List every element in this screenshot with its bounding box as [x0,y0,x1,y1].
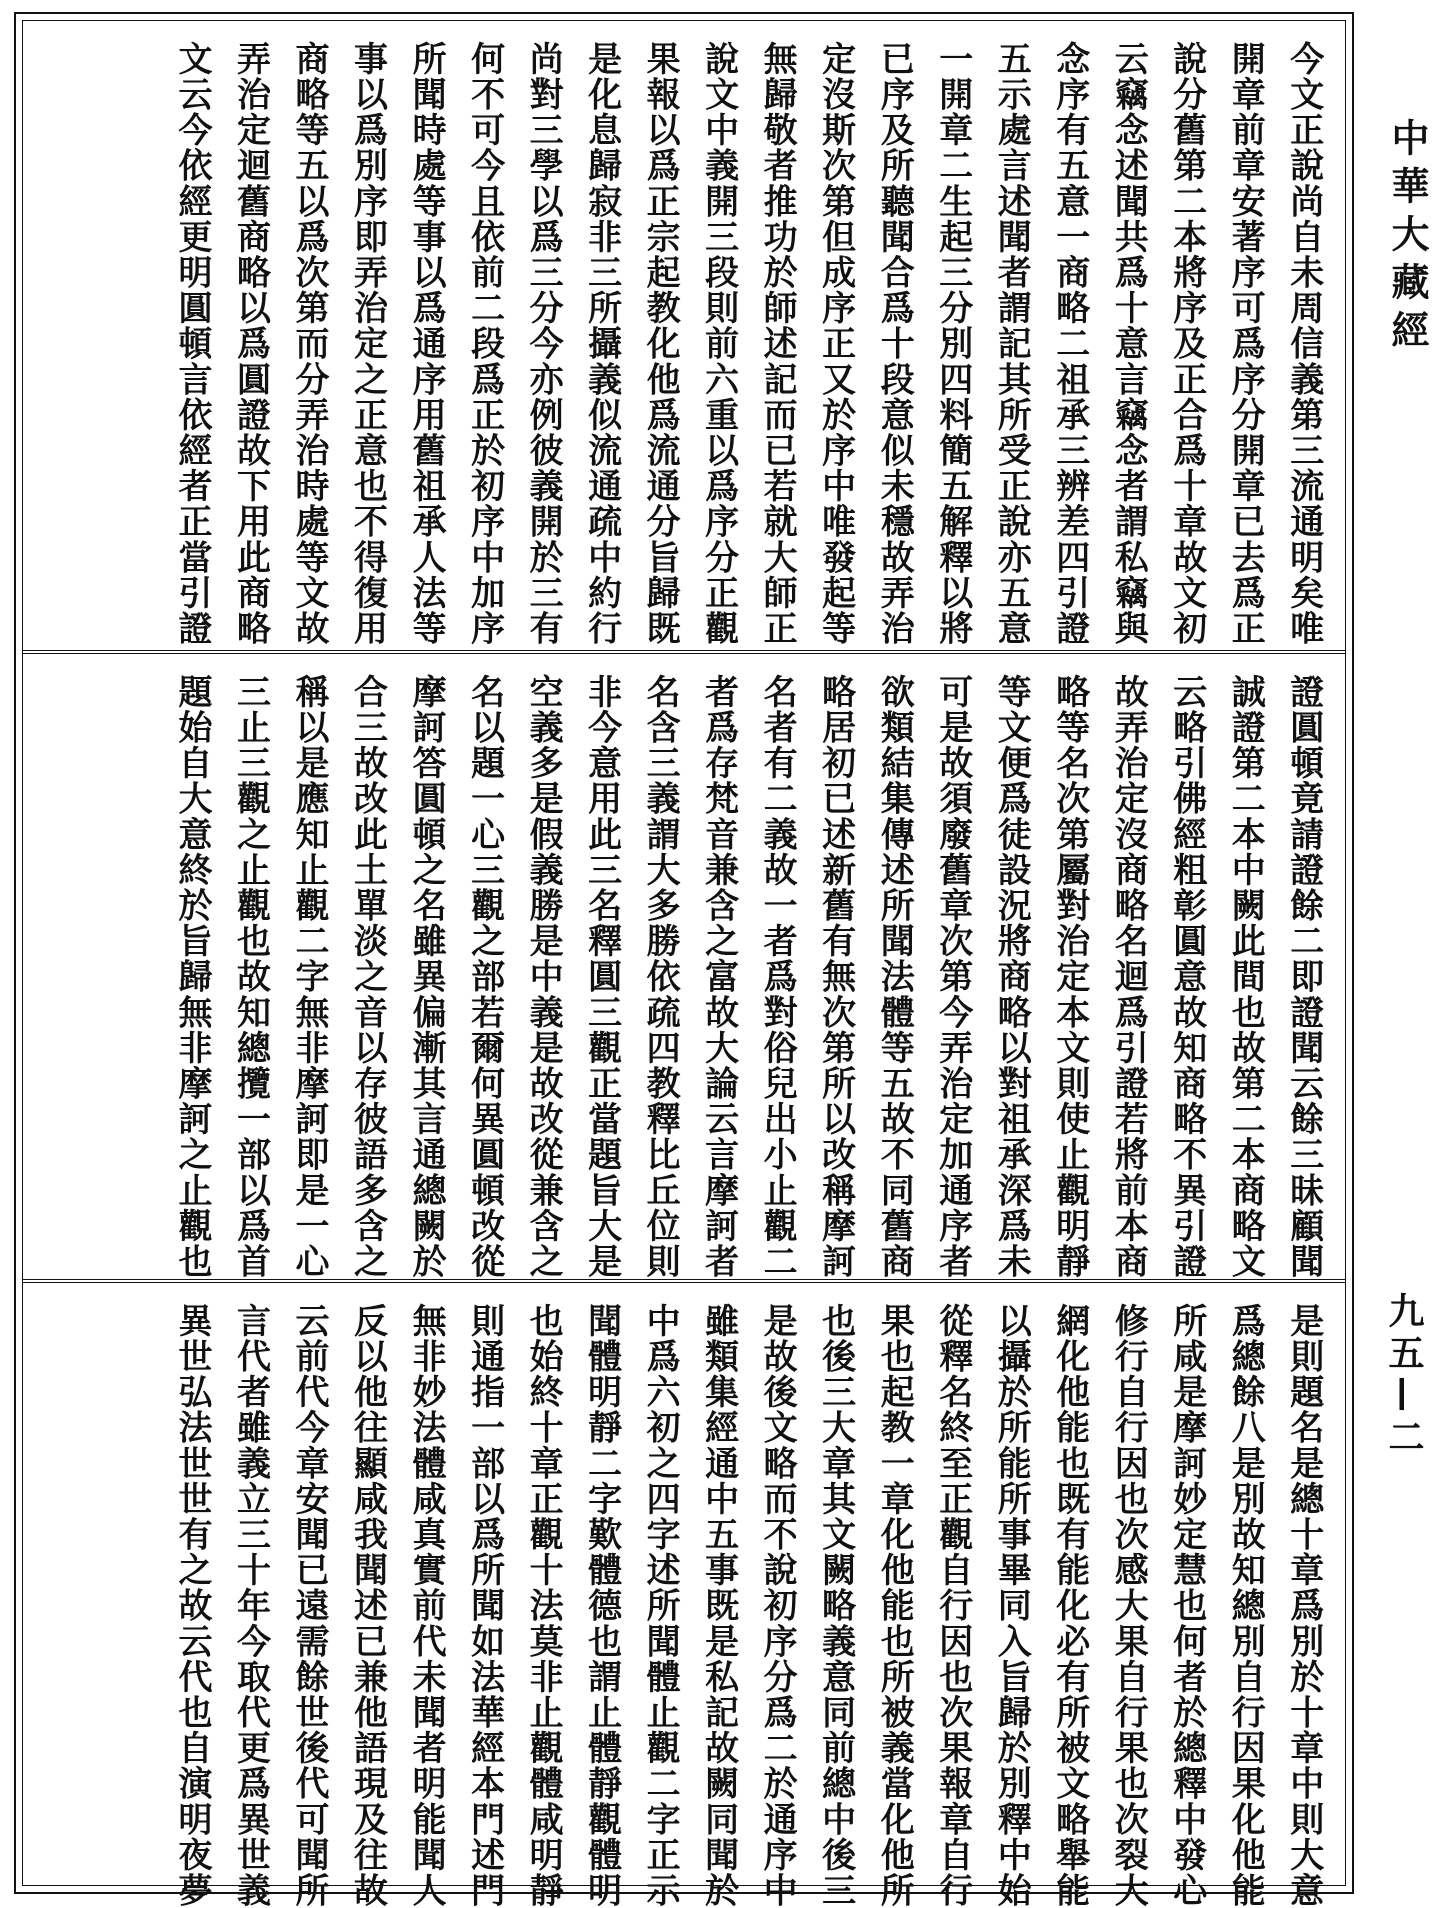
text-column: 故弄治定沒商略名迴爲引證若將前本商 [1108,674,1149,1280]
text-column: 以攝於所能所事畢同入旨歸於別釋中始 [991,1303,1032,1908]
text-column: 開章前章安著序可爲序分開章已去爲正 [1225,41,1266,647]
text-column: 尚對三學以爲三分今亦例彼義開於三有 [523,41,564,647]
text-column: 略居初已述新舊有無次第所以改稱摩訶 [815,674,856,1280]
text-column: 修行自行因也次感大果自行果也次裂大 [1108,1303,1149,1908]
text-column: 無歸敬者推功於師述記而已若就大師正 [757,41,798,647]
page-border [14,12,1354,1908]
text-column: 欲類結集傳述所聞法體等五故不同舊商 [874,674,915,1280]
column-group [172,41,1324,647]
text-column: 是故後文略而不說初序分爲二於通序中 [757,1303,798,1908]
text-column: 三止三觀之止觀也故知總攬一部以爲首 [230,674,271,1280]
text-column: 所聞時處等事以爲通序用舊祖承人法等 [406,41,447,647]
text-column: 從釋名終至正觀自行因也次果報章自行 [932,1303,973,1908]
page-number: 九五—二 [1383,1292,1424,1460]
column-group [172,674,1324,1280]
page-inner-border [22,20,1346,1908]
text-column: 可是故須廢舊章次第今弄治定加通序者 [932,674,973,1280]
text-column: 是化息歸寂非三所攝義似流通疏中約行 [581,41,622,647]
text-column: 云前代今章安聞已遠需餘世後代可聞所 [289,1303,330,1908]
text-column: 略等名次第屬對治定本文則使止觀明靜 [1049,674,1090,1280]
text-column: 稱以是應知止觀二字無非摩訶即是一心 [289,674,330,1280]
text-panel-top [23,21,1345,650]
text-column: 空義多是假義勝是中義是故改從兼含之 [523,674,564,1280]
text-panel-bottom [23,1283,1345,1908]
text-column: 中爲六初之四字述所聞體止觀二字正示 [640,1303,681,1908]
text-column: 名者有二義故一者爲對俗兒出小止觀二 [757,674,798,1280]
text-column: 事以爲別序即弄治定之正意也不得復用 [347,41,388,647]
text-column: 異世弘法世世有之故云代也自演明夜夢 [172,1303,212,1908]
text-column: 誠證第二本中闕此間也故第二本商略文 [1225,674,1266,1280]
text-column: 也始終十章正觀十法莫非止觀體咸明靜 [523,1303,564,1908]
text-column: 名含三義謂大多勝依疏四教釋比丘位則 [640,674,681,1280]
text-column: 說分舊第二本將序及正合爲十章故文初 [1166,41,1207,647]
column-group [172,1303,1324,1908]
text-column: 果也起教一章化他能也所被義當化他所 [874,1303,915,1908]
text-column: 證圓頓竟請證餘二即證聞云餘三昧顧聞 [1283,674,1324,1280]
text-column: 商略等五以爲次第而分弄治時處等文故 [289,41,330,647]
text-column: 五示處言述聞者謂記其所受正說亦五意 [991,41,1032,647]
text-column: 題始自大意終於旨歸無非摩訶之止觀也 [172,674,212,1280]
text-column: 是則題名是總十章爲別於十章中則大意 [1283,1303,1324,1908]
text-column: 弄治定迴舊商略以爲圓證故下用此商略 [230,41,271,647]
text-column: 定沒斯次第但成序正又於序中唯發起等 [815,41,856,647]
text-column: 爲總餘八是別故知總別自行因果化他能 [1225,1303,1266,1908]
text-column: 反以他往顯咸我聞述已兼他語現及往故 [347,1303,388,1908]
text-column: 也後三大章其文闕略義意同前總中後三 [815,1303,856,1908]
text-column: 果報以爲正宗起教化他爲流通分旨歸既 [640,41,681,647]
text-column: 云略引佛經粗彰圓意故知商略不異引證 [1166,674,1207,1280]
text-column: 合三故改此土單淡之音以存彼語多含之 [347,674,388,1280]
text-column: 則通指一部以爲所聞如法華經本門述門 [464,1303,505,1908]
text-column: 非今意用此三名釋圓三觀正當題旨大是 [581,674,622,1280]
text-column: 言代者雖義立三十年今取代更爲異世義 [230,1303,271,1908]
text-column: 摩訶答圓頓之名雖異偏漸其言通總闕於 [406,674,447,1280]
text-column: 所咸是摩訶妙定慧也何者於總釋中發心 [1166,1303,1207,1908]
text-column: 何不可今且依前二段爲正於初序中加序 [464,41,505,647]
text-column: 文云今依經更明圓頓言依經者正當引證 [172,41,212,647]
text-column: 今文正說尚自未周信義第三流通明矣唯 [1283,41,1324,647]
text-column: 無非妙法體咸真實前代未聞者明能聞人 [406,1303,447,1908]
text-column: 雖類集經通中五事既是私記故闕同聞於 [698,1303,739,1908]
text-column: 等文便爲徒設況將商略以對祖承深爲未 [991,674,1032,1280]
text-column: 已序及所聽聞合爲十段意似未穩故弄治 [874,41,915,647]
text-column: 聞體明靜二字歎體德也謂止體靜觀體明 [581,1303,622,1908]
text-column: 說文中義開三段則前六重以爲序分正觀 [698,41,739,647]
text-column: 一開章二生起三分別四料簡五解釋以將 [932,41,973,647]
text-column: 網化他能也既有能化必有所被文略舉能 [1049,1303,1090,1908]
text-column: 名以題一心三觀之部若爾何異圓頓改從 [464,674,505,1280]
collection-title: 中華大藏經 [1385,118,1429,358]
text-panel-middle [23,654,1345,1279]
text-column: 云竊念述聞共爲十意言竊念者謂私竊與 [1108,41,1149,647]
text-column: 念序有五意一商略二祖承三辨差四引證 [1049,41,1090,647]
text-column: 者爲存梵音兼含之富故大論云言摩訶者 [698,674,739,1280]
